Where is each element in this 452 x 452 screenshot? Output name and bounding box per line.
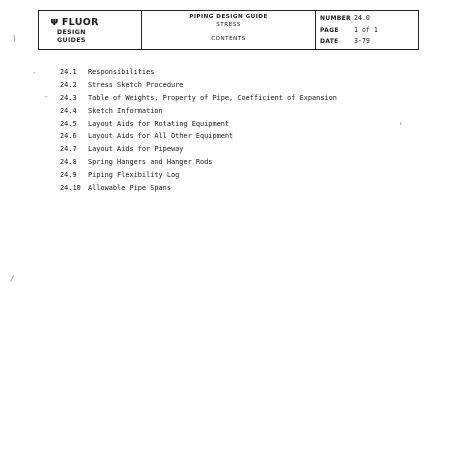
fluor-logo-icon: ᴪ xyxy=(50,15,59,28)
scan-mark: - xyxy=(44,92,49,101)
toc-item: 24.3 Table of Weights, Property of Pipe, Coefficient of Expansion xyxy=(60,93,337,102)
toc-item: 24.10 Allowable Pipe Spans xyxy=(60,184,171,193)
guide-subject: STRESS xyxy=(216,22,241,28)
toc-item: 24.5 Layout Aids for Rotating Equipment xyxy=(60,119,230,128)
document-header xyxy=(38,10,419,50)
toc-item: 24.9 Piping Flexibility Log xyxy=(60,171,180,180)
page-row: PAGE 1 of 1 xyxy=(320,25,378,34)
page-value: 1 of 1 xyxy=(354,25,378,34)
date-value: 3-79 xyxy=(354,37,370,45)
toc-item: 24.6 Layout Aids for All Other Equipment xyxy=(60,132,234,141)
date-row: DATE 3-79 xyxy=(320,37,370,45)
scan-mark: ) xyxy=(12,34,17,43)
table-of-contents xyxy=(60,68,337,197)
fluor-logo xyxy=(50,15,99,28)
design-guides-label: DESIGN GUIDES xyxy=(57,29,86,44)
logo-cell xyxy=(39,11,142,49)
guide-title: PIPING DESIGN GUIDE xyxy=(189,14,268,20)
toc-item: 24.1 Responsibilities xyxy=(60,68,155,76)
scan-mark: ʼ xyxy=(398,122,403,131)
title-cell xyxy=(142,11,316,49)
company-name: FLUOR xyxy=(61,17,99,28)
section-name: CONTENTS xyxy=(211,36,246,42)
scan-mark: / xyxy=(10,274,15,283)
number-row: NUMBER 24.0 xyxy=(320,14,370,22)
info-cell xyxy=(316,11,418,49)
scan-mark: - xyxy=(32,68,37,77)
number-value: 24.0 xyxy=(354,14,370,22)
toc-item: 24.8 Spring Hangers and Hanger Rods xyxy=(60,158,213,167)
toc-item: 24.7 Layout Aids for Pipeway xyxy=(60,145,184,154)
toc-item: 24.4 Sketch Information xyxy=(60,106,163,115)
toc-item: 24.2 Stress Sketch Procedure xyxy=(60,80,184,89)
